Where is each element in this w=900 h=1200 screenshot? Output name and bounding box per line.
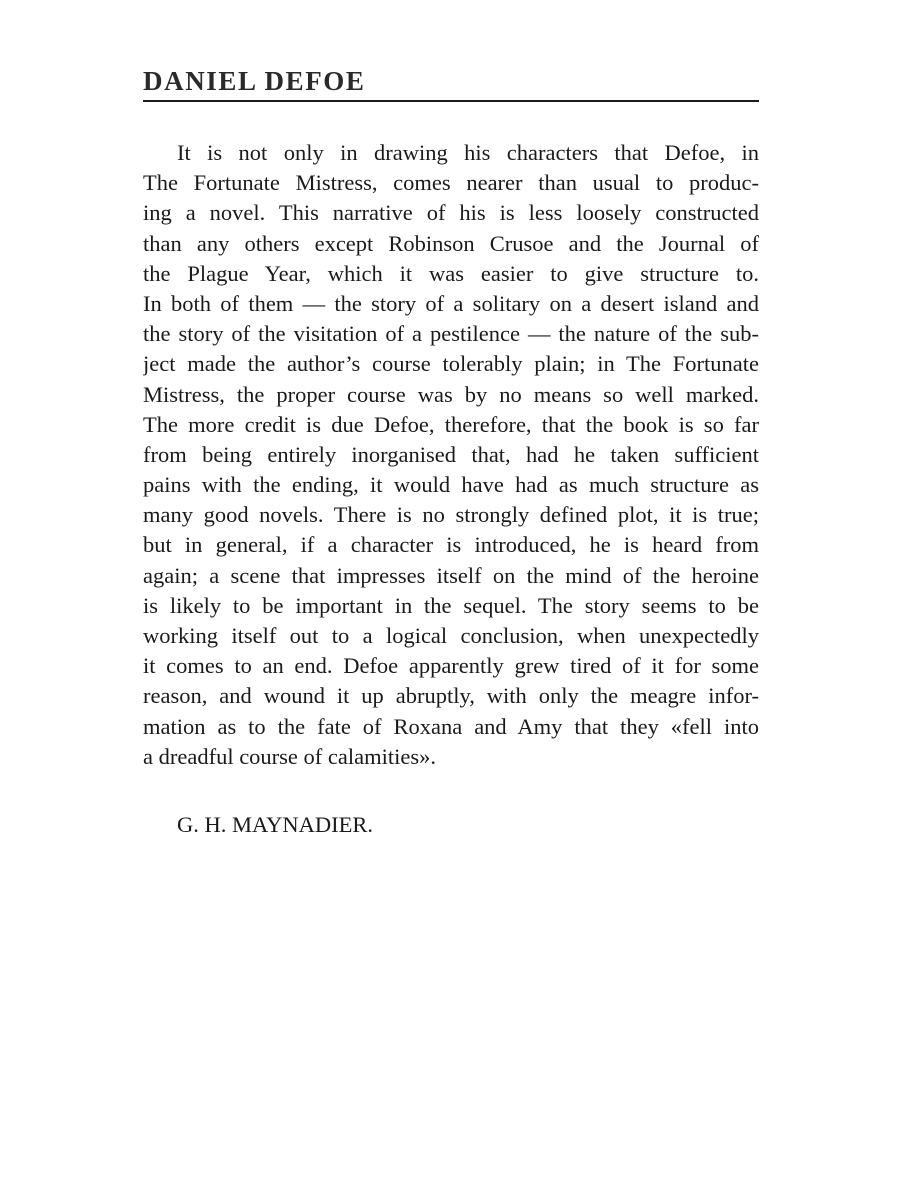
text-line: It is not only in drawing his characters that Defoe, in (177, 140, 759, 165)
text-line: than any others except Robinson Crusoe and the Journal of (143, 230, 759, 256)
text-line: but in general, if a character is introduced, he is heard from (143, 532, 759, 558)
text-line: the Plague Year, which it was easier to give structure to. (143, 260, 759, 286)
text-line: from being entirely inorganised that, had he taken sufficient (143, 441, 759, 467)
author-signature: G. H. MAYNADIER. (177, 811, 374, 837)
text-line: Mistress, the proper course was by no means so well marked. (143, 381, 759, 407)
text-line: is likely to be important in the sequel. The story seems to be (143, 592, 759, 618)
text-line: mation as to the fate of Roxana and Amy that they «fell into (143, 713, 759, 739)
text-line: ing a novel. This narrative of his is less loosely constructed (143, 200, 759, 226)
text-line: The Fortunate Mistress, comes nearer than usual to produc- (143, 170, 759, 196)
text-line: a dreadful course of calamities». (143, 743, 436, 769)
text-line: reason, and wound it up abruptly, with only the meagre infor- (143, 683, 759, 709)
body-paragraph (143, 138, 759, 772)
text-line: The more credit is due Defoe, therefore, that the book is so far (143, 411, 759, 437)
text-line: In both of them — the story of a solitary on a desert island and (143, 290, 759, 316)
text-line: working itself out to a logical conclusion, when unexpectedly (143, 623, 759, 648)
book-page (143, 64, 759, 840)
text-line: many good novels. There is no strongly defined plot, it is true; (143, 502, 759, 528)
running-head: DANIEL DEFOE (143, 64, 759, 102)
text-line: it comes to an end. Defoe apparently grew tired of it for some (143, 653, 759, 679)
text-line: the story of the visitation of a pestilence — the nature of the sub- (143, 321, 759, 347)
text-line: again; a scene that impresses itself on the mind of the heroine (143, 562, 759, 588)
text-line: pains with the ending, it would have had as much structure as (143, 472, 759, 498)
text-line: ject made the author’s course tolerably plain; in The Fortunate (143, 351, 759, 377)
